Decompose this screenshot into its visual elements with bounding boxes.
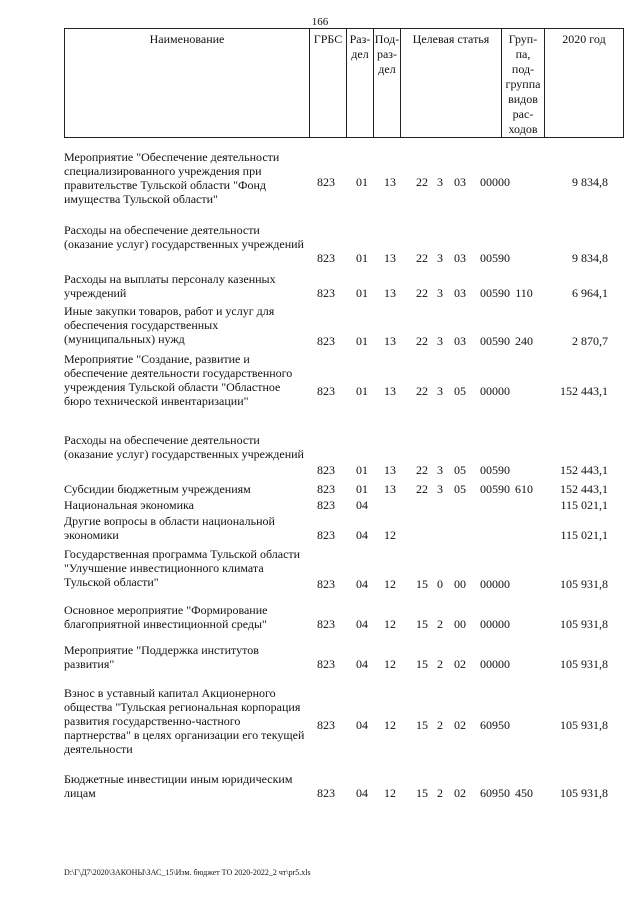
header-year: 2020 год	[544, 28, 624, 138]
cell-amount: 152 443,1	[560, 482, 608, 496]
cell-subprogram: 3	[437, 334, 443, 348]
page-number: 166	[311, 16, 329, 28]
cell-podrazdel: 13	[384, 384, 396, 398]
cell-podrazdel: 13	[384, 334, 396, 348]
cell-direction: 60950	[480, 786, 510, 800]
table-row	[64, 498, 624, 514]
cell-podrazdel: 13	[384, 482, 396, 496]
header-gruppa: Груп- па, под- группа видов рас- ходов	[501, 28, 545, 138]
cell-grbs: 823	[317, 286, 335, 300]
cell-amount: 105 931,8	[560, 786, 608, 800]
table-row	[64, 352, 624, 430]
cell-event: 03	[454, 175, 466, 189]
cell-event: 03	[454, 334, 466, 348]
cell-razdel: 04	[356, 617, 368, 631]
cell-expense-group: 110	[515, 286, 533, 300]
cell-amount: 6 964,1	[572, 286, 608, 300]
cell-amount: 9 834,8	[572, 175, 608, 189]
header-razdel: Раз- дел	[346, 28, 374, 138]
cell-event: 05	[454, 463, 466, 477]
cell-direction: 00590	[480, 286, 510, 300]
cell-direction: 00590	[480, 463, 510, 477]
row-name: Расходы на обеспечение деятельности (оказание услуг) государственных учреждений	[64, 433, 304, 461]
cell-amount: 152 443,1	[560, 384, 608, 398]
cell-program: 22	[416, 286, 428, 300]
cell-podrazdel: 13	[384, 175, 396, 189]
cell-podrazdel: 12	[384, 657, 396, 671]
row-name: Другие вопросы в области национальной экономики	[64, 514, 275, 542]
cell-amount: 152 443,1	[560, 463, 608, 477]
table-row	[64, 686, 624, 764]
cell-subprogram: 3	[437, 482, 443, 496]
table-row	[64, 772, 624, 802]
table-row	[64, 304, 624, 350]
cell-podrazdel: 12	[384, 718, 396, 732]
cell-amount: 9 834,8	[572, 251, 608, 265]
cell-podrazdel: 13	[384, 286, 396, 300]
row-name: Взнос в уставный капитал Акционерного общества "Тульская региональная корпорация развития государственно-частного партнерства" в целях организации его текущей деятельности	[64, 686, 305, 756]
row-name: Расходы на обеспечение деятельности (оказание услуг) государственных учреждений	[64, 223, 304, 251]
cell-razdel: 04	[356, 718, 368, 732]
cell-razdel: 01	[356, 482, 368, 496]
cell-subprogram: 3	[437, 175, 443, 189]
cell-razdel: 04	[356, 786, 368, 800]
cell-amount: 115 021,1	[560, 528, 608, 542]
cell-program: 22	[416, 384, 428, 398]
cell-event: 02	[454, 786, 466, 800]
cell-grbs: 823	[317, 482, 335, 496]
cell-direction: 00590	[480, 482, 510, 496]
table-row	[64, 272, 624, 302]
cell-program: 15	[416, 617, 428, 631]
cell-grbs: 823	[317, 384, 335, 398]
cell-amount: 105 931,8	[560, 657, 608, 671]
cell-grbs: 823	[317, 577, 335, 591]
row-name: Мероприятие "Поддержка институтов развития"	[64, 643, 259, 671]
cell-grbs: 823	[317, 657, 335, 671]
row-name: Субсидии бюджетным учреждениям	[64, 482, 251, 496]
cell-razdel: 01	[356, 463, 368, 477]
table-row	[64, 223, 624, 267]
table-row	[64, 150, 624, 214]
row-name: Мероприятие "Создание, развитие и обеспечение деятельности государственного учреждения Тульской области "Областное бюро технической инвентаризации"	[64, 352, 293, 408]
cell-direction: 00000	[480, 577, 510, 591]
cell-program: 22	[416, 482, 428, 496]
cell-direction: 00590	[480, 334, 510, 348]
table-row	[64, 433, 624, 479]
cell-program: 15	[416, 718, 428, 732]
cell-subprogram: 2	[437, 786, 443, 800]
cell-program: 22	[416, 251, 428, 265]
cell-direction: 00000	[480, 384, 510, 398]
row-name: Национальная экономика	[64, 498, 194, 512]
cell-podrazdel: 12	[384, 786, 396, 800]
cell-event: 00	[454, 577, 466, 591]
cell-podrazdel: 12	[384, 528, 396, 542]
cell-direction: 00000	[480, 175, 510, 189]
cell-podrazdel: 13	[384, 463, 396, 477]
cell-razdel: 01	[356, 334, 368, 348]
cell-razdel: 04	[356, 498, 368, 512]
table-row	[64, 643, 624, 673]
cell-amount: 2 870,7	[572, 334, 608, 348]
cell-direction: 00000	[480, 617, 510, 631]
cell-event: 00	[454, 617, 466, 631]
cell-grbs: 823	[317, 718, 335, 732]
header-name: Наименование	[64, 28, 310, 138]
cell-subprogram: 3	[437, 463, 443, 477]
row-name: Государственная программа Тульской области "Улучшение инвестиционного климата Тульской области"	[64, 547, 301, 589]
cell-amount: 105 931,8	[560, 577, 608, 591]
cell-grbs: 823	[317, 617, 335, 631]
cell-subprogram: 2	[437, 657, 443, 671]
cell-razdel: 01	[356, 286, 368, 300]
cell-razdel: 04	[356, 577, 368, 591]
cell-razdel: 01	[356, 384, 368, 398]
table-row	[64, 482, 624, 498]
cell-grbs: 823	[317, 175, 335, 189]
row-name: Иные закупки товаров, работ и услуг для обеспечения государственных (муниципальных) нужд	[64, 304, 275, 346]
cell-grbs: 823	[317, 251, 335, 265]
header-podrazdel: Под- раз- дел	[373, 28, 401, 138]
cell-expense-group: 610	[515, 482, 533, 496]
cell-podrazdel: 12	[384, 577, 396, 591]
row-name: Расходы на выплаты персоналу казенных учреждений	[64, 272, 276, 300]
cell-subprogram: 3	[437, 384, 443, 398]
cell-razdel: 04	[356, 528, 368, 542]
cell-direction: 00590	[480, 251, 510, 265]
cell-program: 15	[416, 786, 428, 800]
cell-amount: 105 931,8	[560, 718, 608, 732]
cell-grbs: 823	[317, 786, 335, 800]
cell-subprogram: 2	[437, 617, 443, 631]
header-grbs: ГРБС	[309, 28, 347, 138]
table-row	[64, 547, 624, 593]
table-row	[64, 603, 624, 633]
cell-subprogram: 3	[437, 251, 443, 265]
cell-grbs: 823	[317, 528, 335, 542]
cell-direction: 00000	[480, 657, 510, 671]
cell-direction: 60950	[480, 718, 510, 732]
table-row	[64, 514, 624, 544]
cell-expense-group: 450	[515, 786, 533, 800]
cell-event: 05	[454, 384, 466, 398]
cell-program: 22	[416, 463, 428, 477]
cell-event: 03	[454, 251, 466, 265]
cell-grbs: 823	[317, 463, 335, 477]
cell-subprogram: 0	[437, 577, 443, 591]
cell-program: 22	[416, 334, 428, 348]
cell-razdel: 01	[356, 175, 368, 189]
header-celevaya: Целевая статья	[400, 28, 502, 138]
file-path-footer: D:\Г\Д7\2020\ЗАКОНЫ\ЗАС_15\Изм. бюджет ТО 2020-2022_2 чт\pr5.xls	[64, 868, 311, 877]
cell-amount: 115 021,1	[560, 498, 608, 512]
cell-expense-group: 240	[515, 334, 533, 348]
cell-razdel: 01	[356, 251, 368, 265]
cell-subprogram: 2	[437, 718, 443, 732]
cell-program: 15	[416, 657, 428, 671]
cell-grbs: 823	[317, 334, 335, 348]
cell-program: 22	[416, 175, 428, 189]
cell-event: 02	[454, 657, 466, 671]
cell-grbs: 823	[317, 498, 335, 512]
cell-amount: 105 931,8	[560, 617, 608, 631]
row-name: Бюджетные инвестиции иным юридическим лицам	[64, 772, 293, 800]
row-name: Мероприятие "Обеспечение деятельности специализированного учреждения при правительстве Тульской области "Фонд имущества Тульской области"	[64, 150, 280, 206]
cell-program: 15	[416, 577, 428, 591]
cell-razdel: 04	[356, 657, 368, 671]
cell-event: 03	[454, 286, 466, 300]
cell-podrazdel: 12	[384, 617, 396, 631]
cell-podrazdel: 13	[384, 251, 396, 265]
row-name: Основное мероприятие "Формирование благоприятной инвестиционной среды"	[64, 603, 268, 631]
cell-event: 05	[454, 482, 466, 496]
cell-subprogram: 3	[437, 286, 443, 300]
cell-event: 02	[454, 718, 466, 732]
